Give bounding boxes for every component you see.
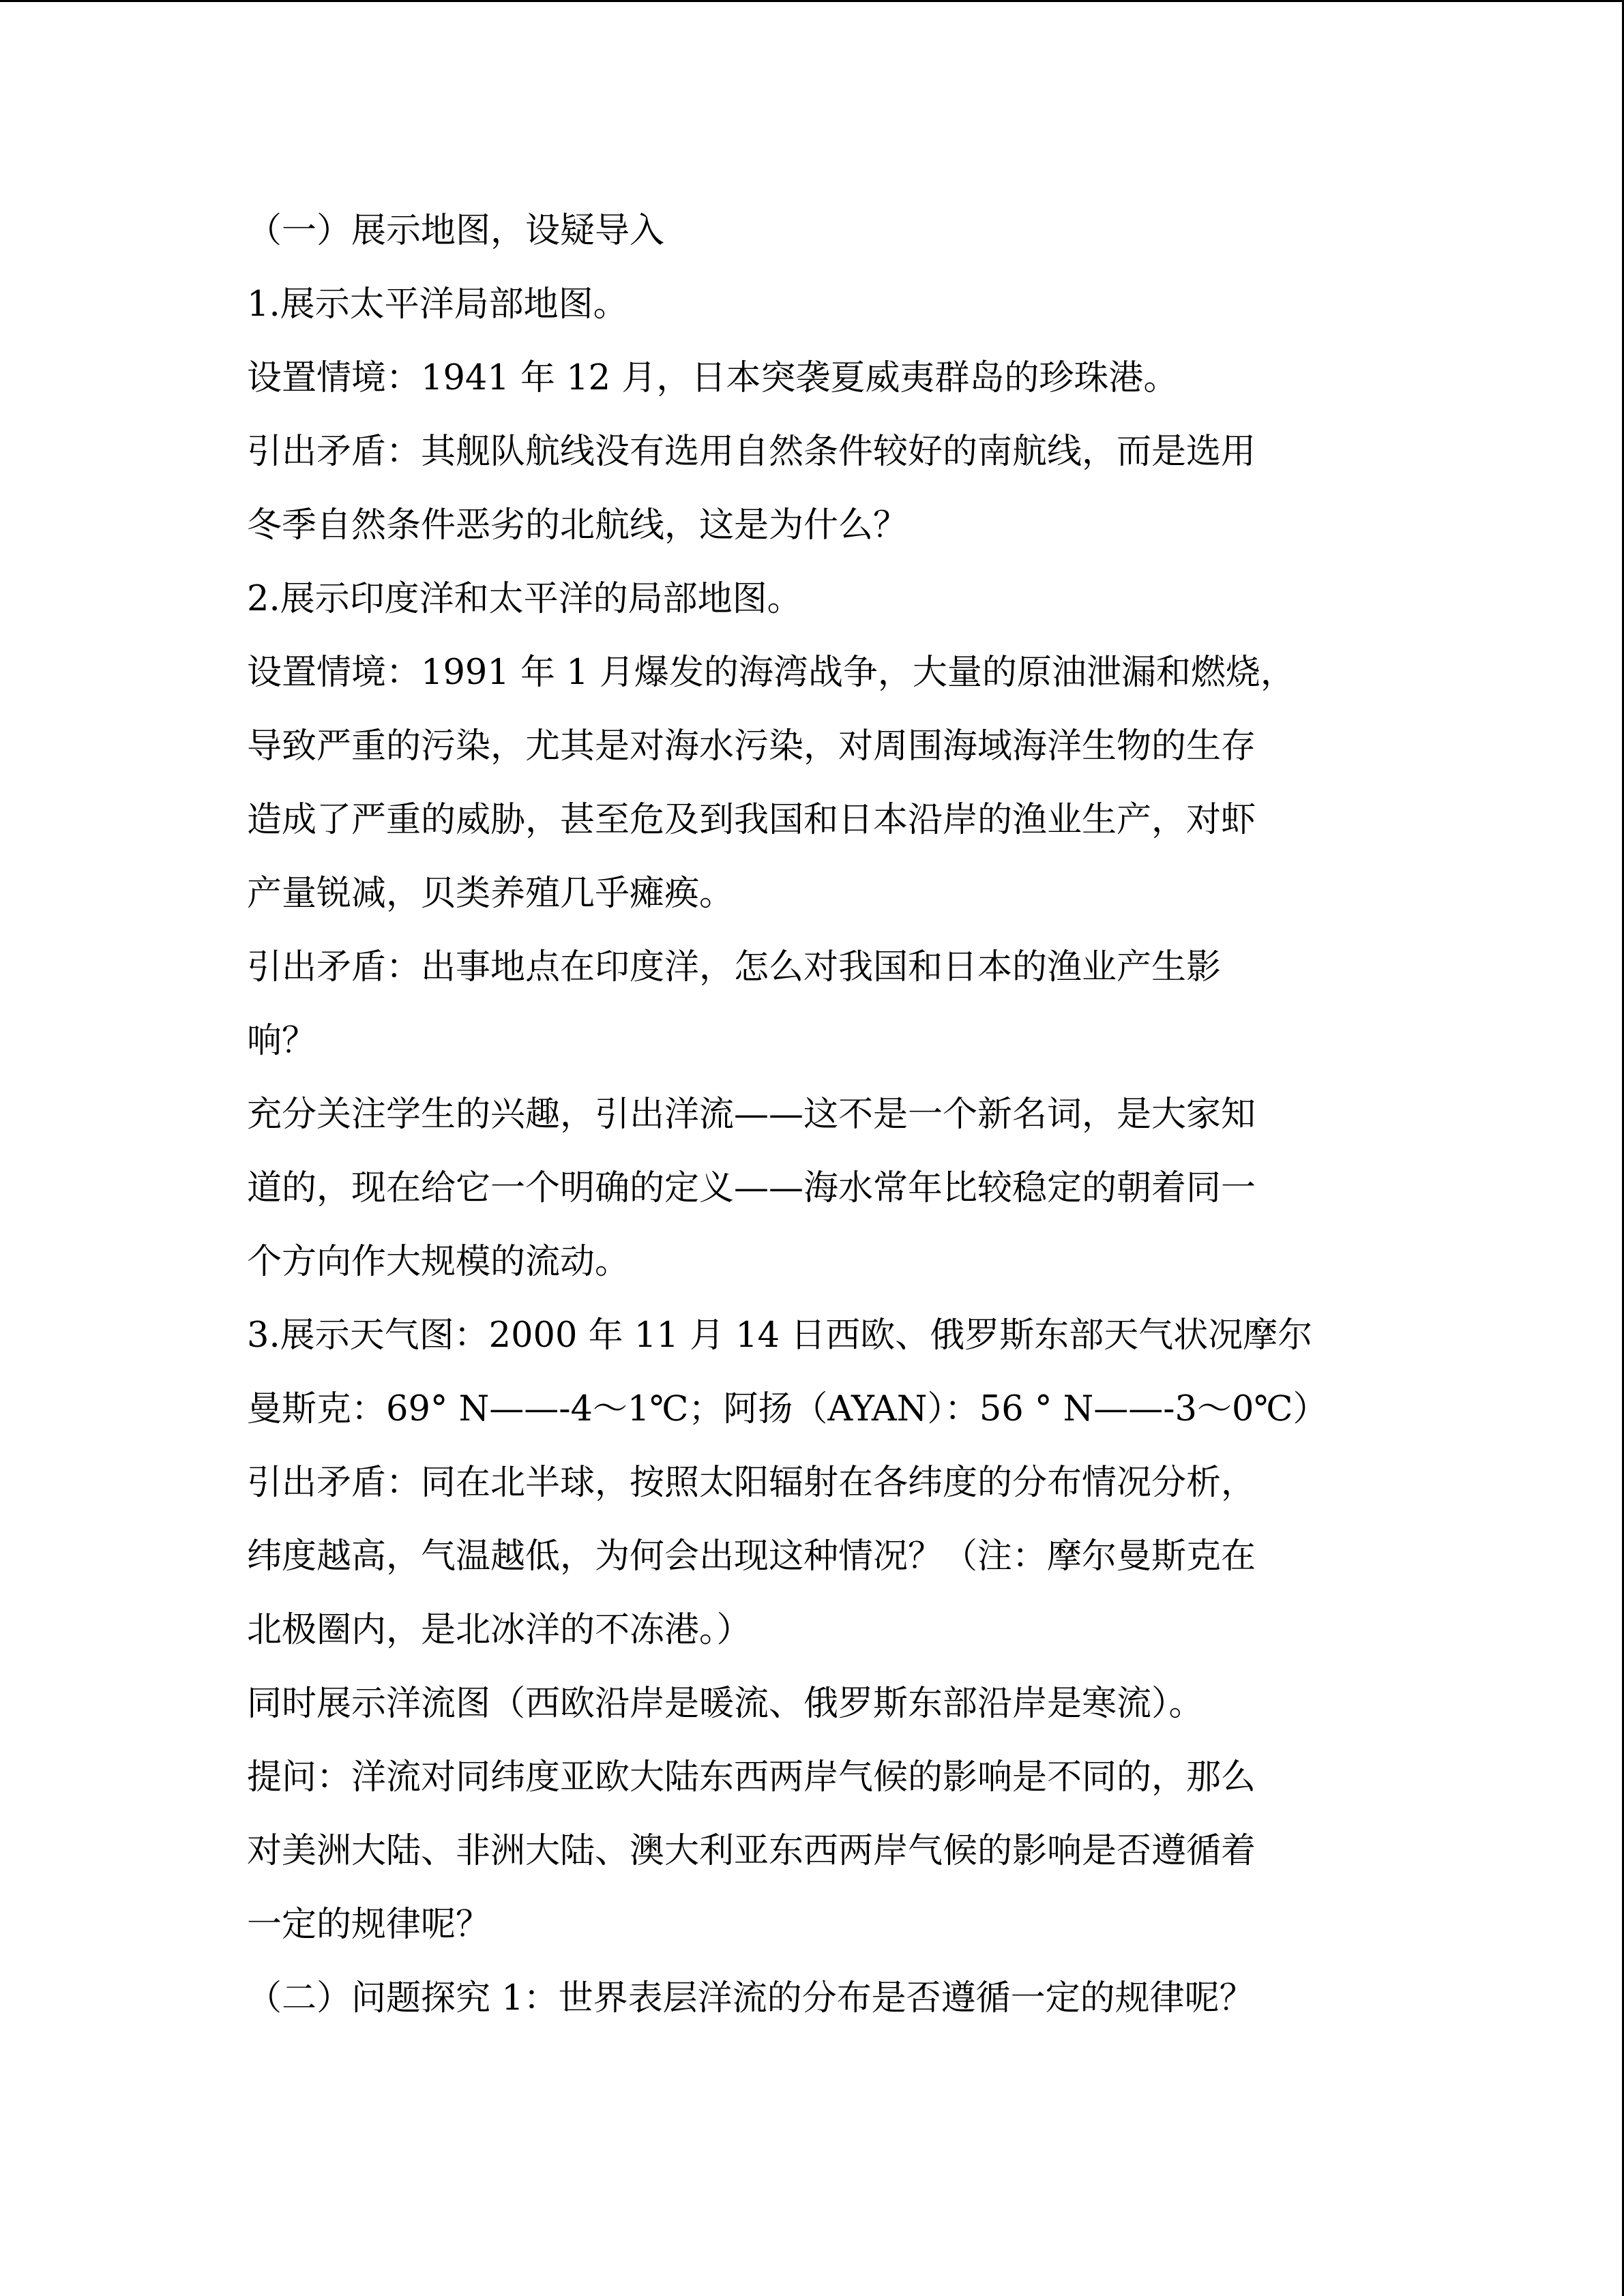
- text-line: 道的，现在给它一个明确的定义——海水常年比较稳定的朝着同一: [247, 1168, 1256, 1208]
- text-line: 北极圈内，是北冰洋的不冻港。）: [247, 1610, 752, 1650]
- text-line: 曼斯克：69° N——-4～1℃；阿扬（AYAN）：56 ° N——-3～0℃）: [247, 1389, 1328, 1429]
- text-line: 设置情境：1941 年 12 月，日本突袭夏威夷群岛的珍珠港。: [247, 358, 1179, 398]
- text-line: 充分关注学生的兴趣，引出洋流——这不是一个新名词，是大家知: [247, 1094, 1256, 1135]
- text-line: 个方向作大规模的流动。: [247, 1242, 630, 1282]
- section-heading-1: （一）展示地图，设疑导入: [247, 211, 665, 251]
- text-line: 2.展示印度洋和太平洋的局部地图。: [247, 579, 802, 619]
- text-line: 冬季自然条件恶劣的北航线，这是为什么？: [247, 505, 909, 546]
- text-line: 导致严重的污染，尤其是对海水污染，对周围海域海洋生物的生存: [247, 726, 1256, 766]
- text-line: 造成了严重的威胁，甚至危及到我国和日本沿岸的渔业生产，对虾: [247, 800, 1256, 840]
- text-line: 1.展示太平洋局部地图。: [247, 284, 628, 325]
- text-line: 纬度越高，气温越低，为何会出现这种情况？（注：摩尔曼斯克在: [247, 1536, 1256, 1577]
- text-line: 引出矛盾：同在北半球，按照太阳辐射在各纬度的分布情况分析，: [247, 1463, 1256, 1503]
- text-line: 设置情境：1991 年 1 月爆发的海湾战争，大量的原油泄漏和燃烧，: [247, 653, 1295, 693]
- section-heading-2: （二）问题探究 1：世界表层洋流的分布是否遵循一定的规律呢？: [247, 1978, 1254, 2018]
- text-line: 对美洲大陆、非洲大陆、澳大利亚东西两岸气候的影响是否遵循着: [247, 1831, 1256, 1871]
- text-line: 提问：洋流对同纬度亚欧大陆东西两岸气候的影响是不同的，那么: [247, 1757, 1256, 1798]
- text-line: 响？: [247, 1021, 317, 1061]
- text-line: 同时展示洋流图（西欧沿岸是暖流、俄罗斯东部沿岸是寒流）。: [247, 1684, 1204, 1724]
- text-line: 引出矛盾：其舰队航线没有选用自然条件较好的南航线，而是选用: [247, 432, 1256, 472]
- text-line: 引出矛盾：出事地点在印度洋，怎么对我国和日本的渔业产生影: [247, 947, 1222, 987]
- document-body: [247, 194, 1365, 2036]
- text-line: 产量锐减，贝类养殖几乎瘫痪。: [247, 874, 735, 914]
- text-line: 一定的规律呢？: [247, 1905, 491, 1945]
- text-line: 3.展示天气图：2000 年 11 月 14 日西欧、俄罗斯东部天气状况摩尔: [247, 1315, 1313, 1356]
